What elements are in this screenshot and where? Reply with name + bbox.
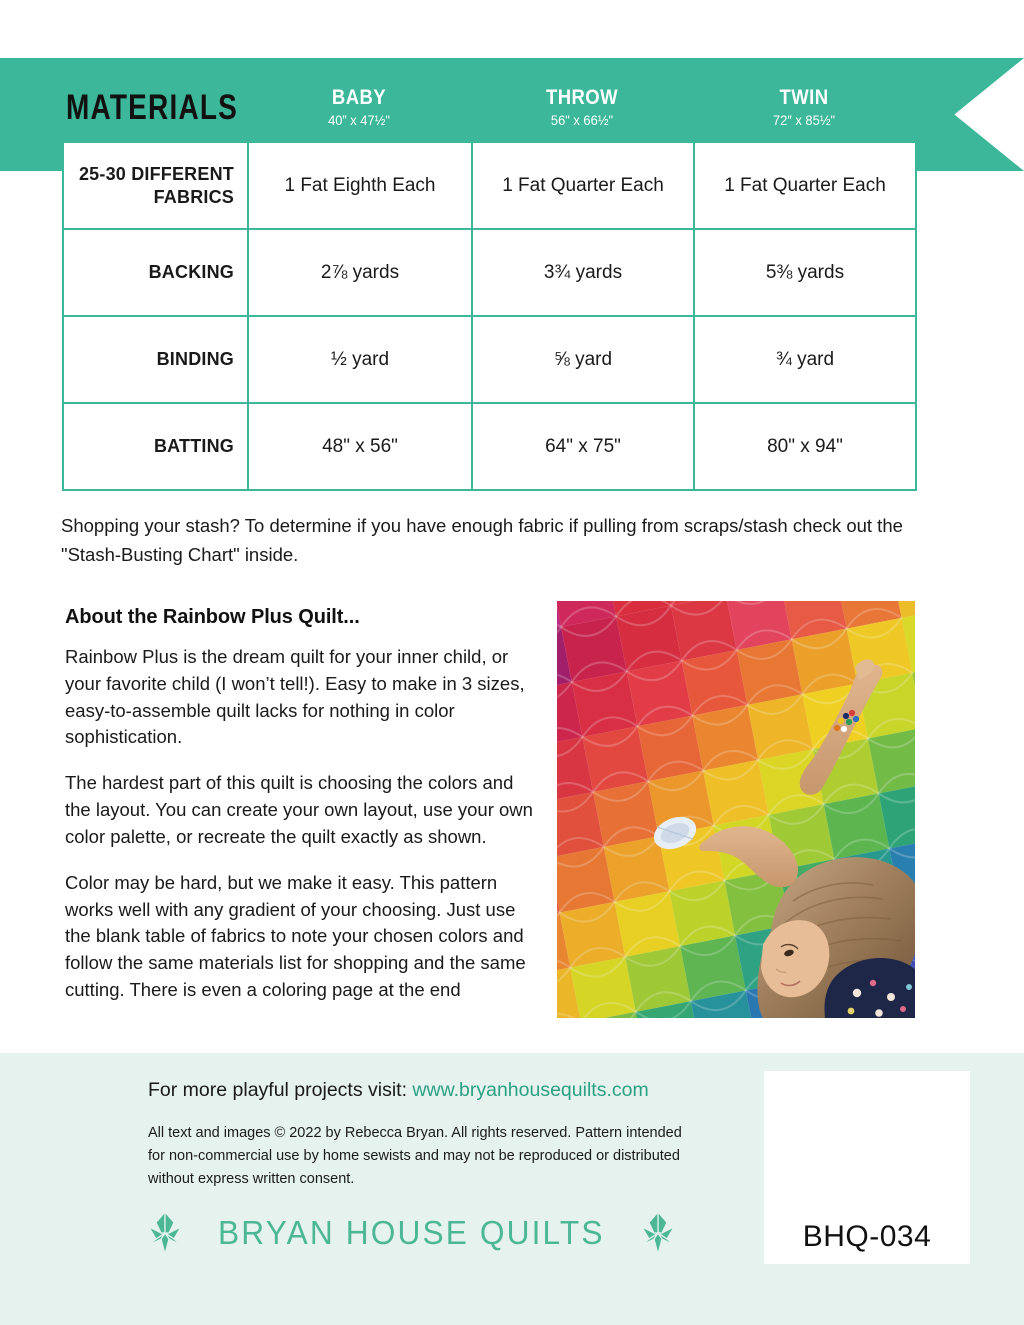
website-link[interactable]: www.bryanhousequilts.com <box>412 1079 649 1101</box>
table-row <box>63 403 916 490</box>
table-row <box>63 142 916 229</box>
cell-backing-throw: 3¾ yards <box>472 229 694 316</box>
table-row <box>63 316 916 403</box>
size-column-header-twin <box>693 86 915 129</box>
about-paragraph-1: Rainbow Plus is the dream quilt for your inner child, or your favorite child (I won’t tell!). Easy to make in 3 sizes, easy-to-assemble quilt lacks for nothing in color sophistication. <box>65 646 525 748</box>
about-paragraph-2: The hardest part of this quilt is choosing the colors and the layout. You can create your own layout, use your own color palette, or recreate the quilt exactly as shown. <box>65 772 533 847</box>
quilt-star-icon-left <box>140 1208 190 1258</box>
size-dimensions-throw: 56" x 66½" <box>550 112 614 129</box>
cell-batting-baby: 48" x 56" <box>248 403 472 490</box>
brand-name: BRYAN HOUSE QUILTS <box>218 1214 605 1251</box>
size-dimensions-baby: 40” x 47½" <box>328 112 390 129</box>
size-dimensions-twin: 72″ x 85½" <box>772 112 836 129</box>
pattern-code: BHQ-034 <box>802 1220 932 1253</box>
footer-visit-prefix: For more playful projects visit: <box>148 1079 413 1101</box>
row-label-binding: BINDING <box>63 316 248 403</box>
cell-binding-baby: ½ yard <box>248 316 472 403</box>
cell-batting-throw: 64" x 75" <box>472 403 694 490</box>
about-heading: About the Rainbow Plus Quilt... <box>65 606 360 628</box>
cell-fabrics-twin: 1 Fat Quarter Each <box>694 142 916 229</box>
size-name-throw: THROW <box>545 86 618 109</box>
about-paragraph-3: Color may be hard, but we make it easy. This pattern works well with any gradient of your choosing. Just use the blank table of fabrics to note your chosen colors and follow the same materials list for shopping and the same cutting. There is even a coloring page at the end <box>65 871 526 1000</box>
cell-binding-throw: ⅝ yard <box>472 316 694 403</box>
footer-legal-text: All text and images © 2022 by Rebecca Bryan. All rights reserved. Pattern intended for non-commercial use by home sewists and may not be reproduced or distributed without express written consent. <box>148 1125 682 1188</box>
size-name-twin: TWIN <box>779 86 829 109</box>
cell-binding-twin: ¾ yard <box>694 316 916 403</box>
stash-note: Shopping your stash? To determine if you have enough fabric if pulling from scraps/stash check out the "Stash-Busting Chart" inside. <box>61 515 903 565</box>
cell-fabrics-baby: 1 Fat Eighth Each <box>248 142 472 229</box>
footer-visit-line <box>148 1079 649 1102</box>
quilt-star-icon-right <box>633 1208 683 1258</box>
cell-backing-twin: 5⅜ yards <box>694 229 916 316</box>
materials-table <box>62 141 917 491</box>
row-label-batting: BATTING <box>63 403 248 490</box>
quilt-photo <box>557 601 915 1018</box>
row-label-backing: BACKING <box>63 229 248 316</box>
table-row <box>63 229 916 316</box>
about-section <box>65 606 535 1004</box>
row-label-line1: 25-30 DIFFERENT <box>78 164 234 184</box>
size-column-header-throw <box>471 86 693 129</box>
size-name-baby: BABY <box>331 86 387 109</box>
quilt-photo-illustration <box>557 601 915 1018</box>
brand-logo <box>140 1208 683 1258</box>
cell-fabrics-throw: 1 Fat Quarter Each <box>472 142 694 229</box>
size-column-header-baby <box>247 86 471 129</box>
cell-batting-twin: 80" x 94" <box>694 403 916 490</box>
row-label-fabrics <box>63 142 248 229</box>
pattern-code-box <box>764 1071 970 1264</box>
row-label-line2: FABRICS <box>153 186 234 207</box>
page-title: MATERIALS <box>66 88 239 127</box>
cell-backing-baby: 2⅞ yards <box>248 229 472 316</box>
